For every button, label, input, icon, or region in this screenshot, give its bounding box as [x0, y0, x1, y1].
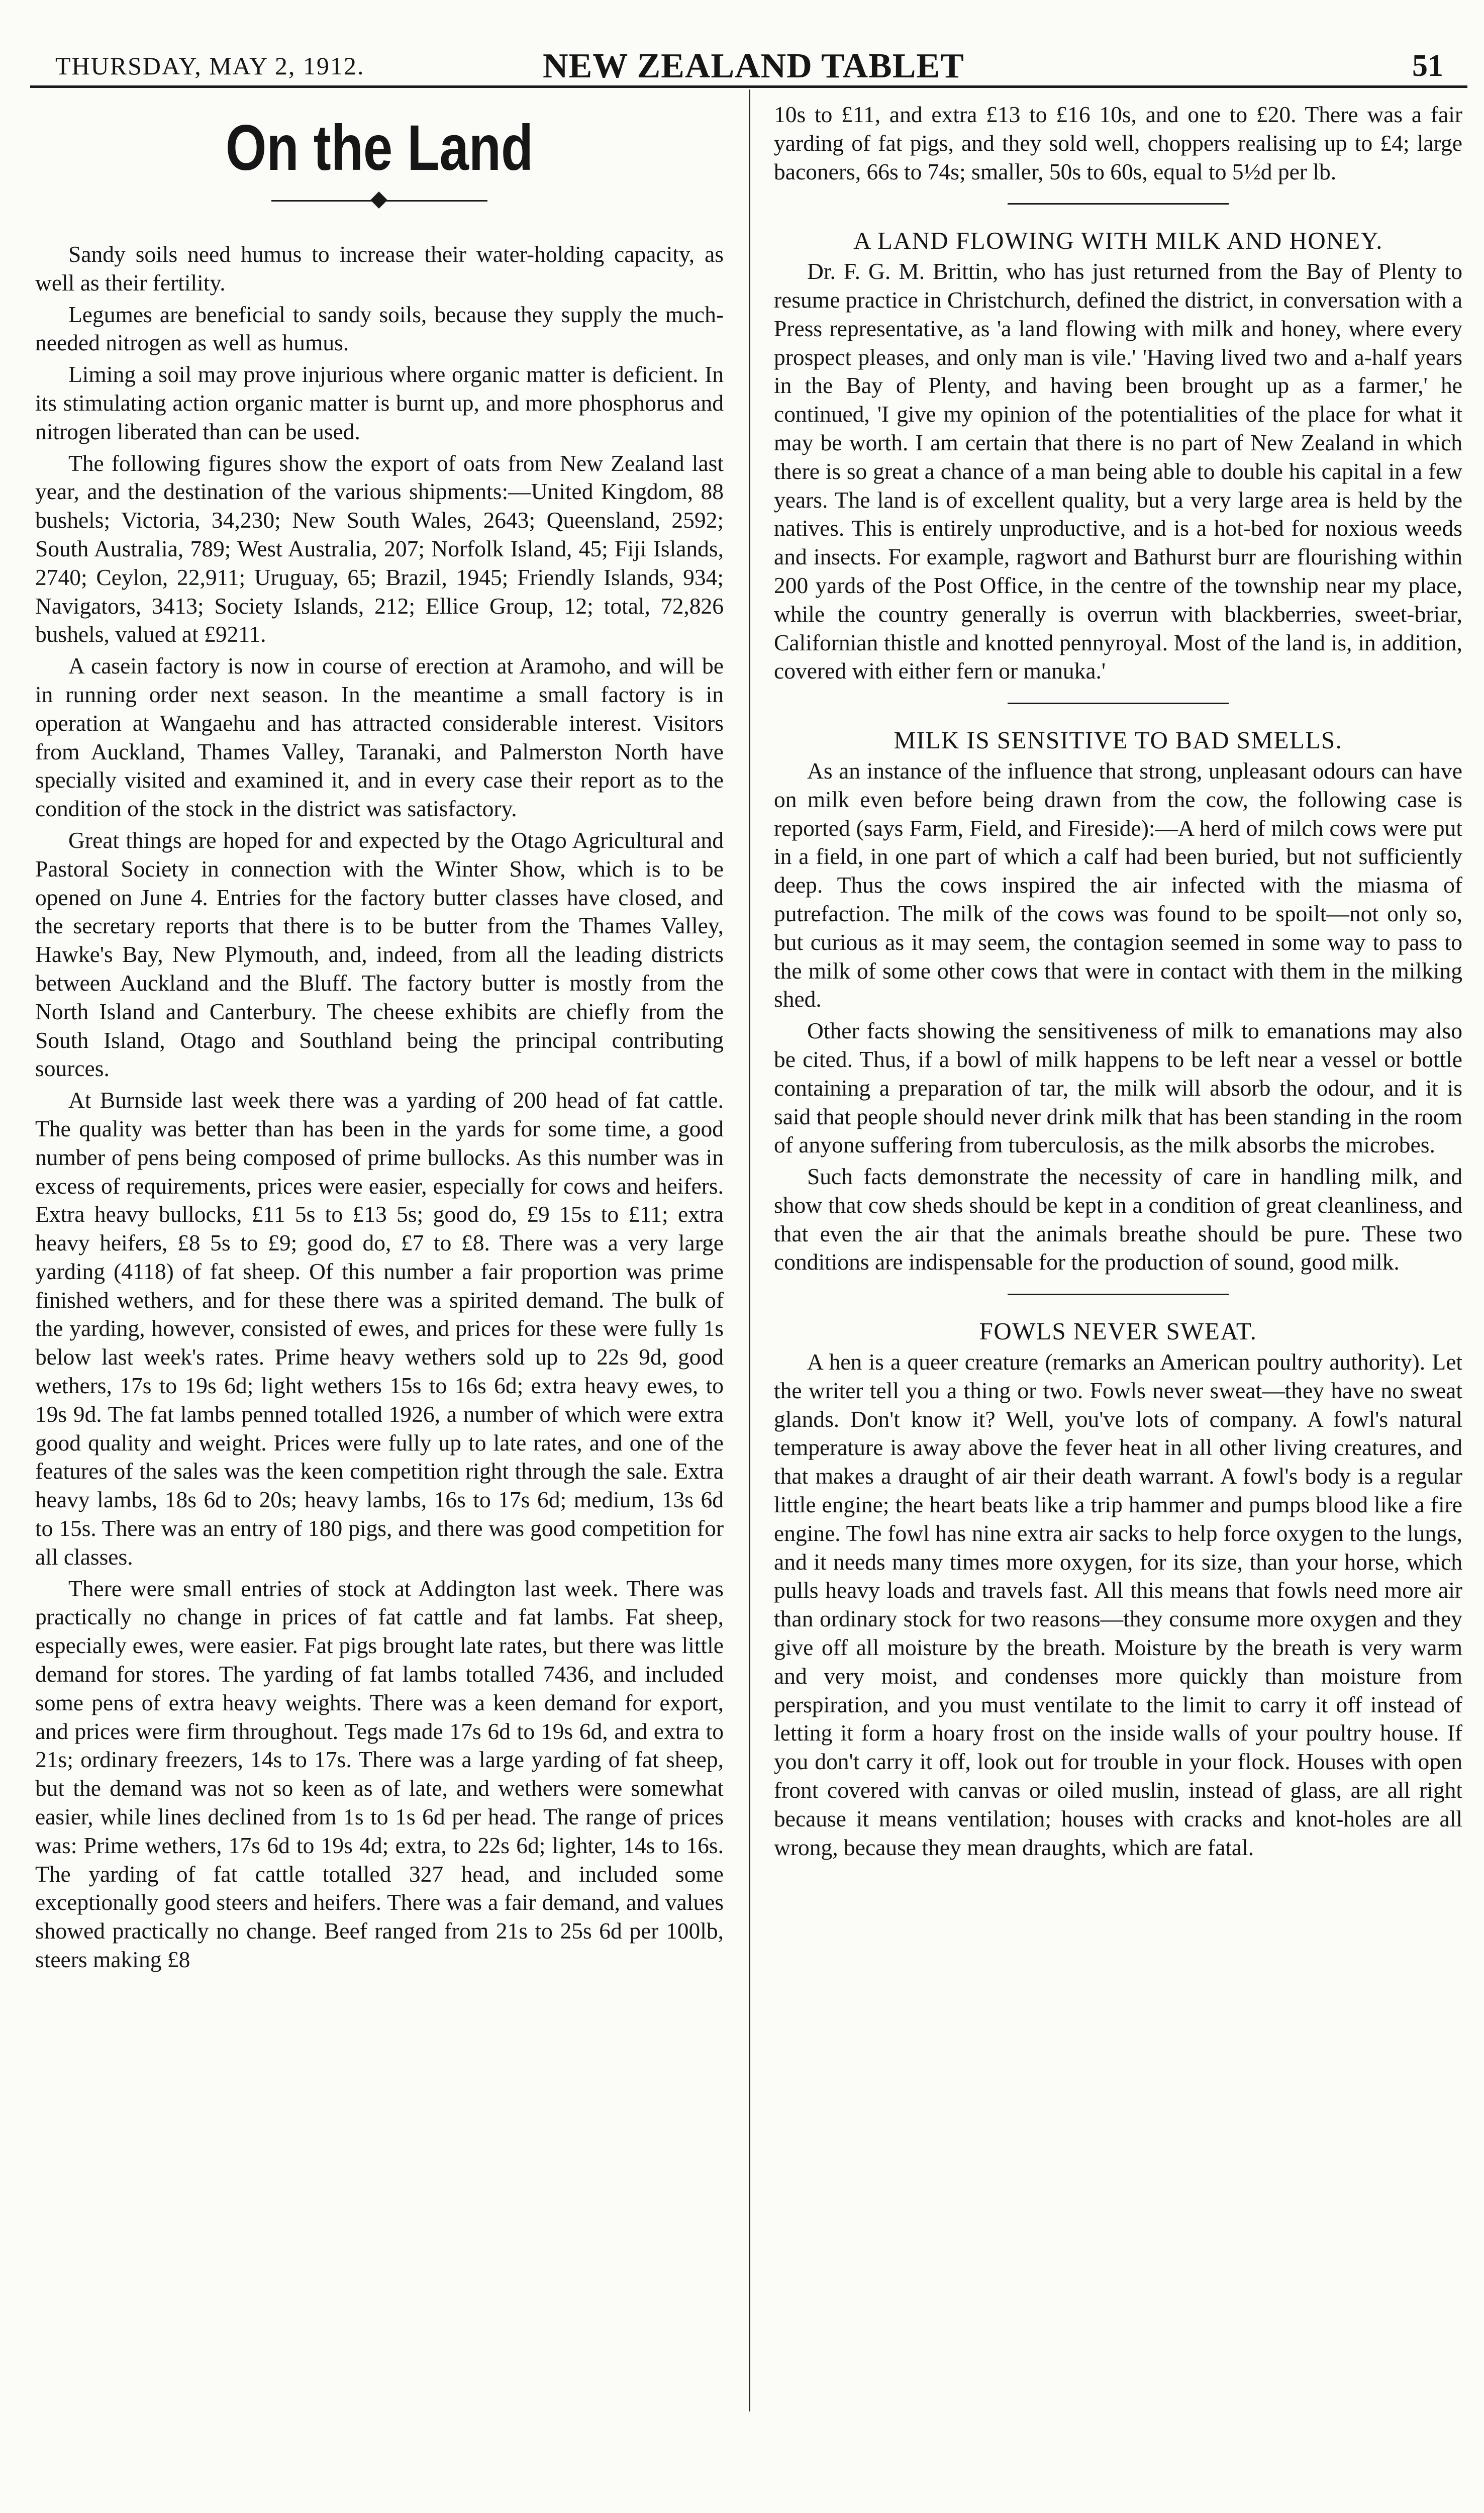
left-column [35, 101, 724, 1977]
article-heading: A LAND FLOWING WITH MILK AND HONEY. [853, 227, 1383, 255]
title-ornament [35, 186, 724, 221]
section-rule [1008, 703, 1229, 704]
section-rule [1008, 203, 1229, 205]
paragraph: A casein factory is now in course of erection at Aramoho, and will be in running order next season. In the meantime a small factory is in operation at Wangaehu and has attracted considerable interest. Visitors from Auckland, Thames Valley, Taranaki, and Palmerston North have specially visited and examined it, and in every case their report as to the condition of the stock in the district was satisfactory. [35, 653, 724, 822]
newspaper-title: NEW ZEALAND TABLET [543, 47, 964, 85]
article-heading: MILK IS SENSITIVE TO BAD SMELLS. [894, 726, 1343, 754]
masthead [30, 46, 1467, 85]
section-rule [1008, 1294, 1229, 1295]
paragraph: Great things are hoped for and expected by the Otago Agricultural and Pastoral Society in connection with the Winter Show, which is to be opened on June 4. Entries for the factory butter classes have closed, and the secretary reports that there is to be butter from the Thames Valley, Hawke's Bay, New Plymouth, and, indeed, from all the leading districts between Auckland and the Bluff. The factory butter is mostly from the North Island and Canterbury. The cheese exhibits are chiefly from the South Island, Otago and Southland being the principal contributing sources. [35, 827, 724, 1082]
issue-date: THURSDAY, MAY 2, 1912. [55, 52, 365, 80]
paragraph: Sandy soils need humus to increase their water-holding capacity, as well as their fertility. [35, 241, 724, 296]
column-divider [749, 89, 750, 2411]
article-heading: FOWLS NEVER SWEAT. [979, 1317, 1257, 1345]
right-column [774, 101, 1462, 1865]
paragraph: At Burnside last week there was a yarding of 200 head of fat cattle. The quality was better than has been in the yards for some time, a good number of pens being composed of prime bullocks. As this number was in excess of requirements, prices were easier, especially for cows and heifers. Extra heavy bullocks, £11 5s to £13 5s; good do, £9 15s to £11; extra heavy heifers, £8 5s to £9; good do, £7 to £8. There was a very large yarding (4118) of fat sheep. Of this number a fair proportion was prime finished wethers, and for these there was a spirited demand. The bulk of the yarding, however, consisted of ewes, and prices for these were fully 1s below last week's rates. Prime heavy wethers sold up to 22s 9d, good wethers, 17s to 19s 6d; light wethers 15s to 16s 6d; extra heavy ewes, to 19s 9d. The fat lambs penned totalled 1926, a number of which were extra good quality and weight. Prices were fully up to late rates, and one of the features of the sales was the keen competition right through the sale. Extra heavy lambs, 18s 6d to 20s; heavy lambs, 16s to 17s 6d; medium, 13s 6d to 15s. There was an entry of 180 pigs, and there was good competition for all classes. [35, 1087, 724, 1570]
page-number: 51 [1412, 49, 1443, 83]
paragraph: Legumes are beneficial to sandy soils, because they supply the much-needed nitrogen as well as humus. [35, 301, 724, 356]
paragraph: There were small entries of stock at Addington last week. There was practically no change in prices of fat cattle and fat lambs. Fat sheep, especially ewes, were easier. Fat pigs brought late rates, but there was little demand for stores. The yarding of fat lambs totalled 7436, and included some pens of extra heavy weights. There was a keen demand for export, and prices were firm throughout. Tegs made 17s 6d to 19s 6d, and extra to 21s; ordinary freezers, 14s to 17s. There was a large yarding of fat sheep, but the demand was not so keen as of late, and wethers were somewhat easier, while lines declined from 1s to 1s 6d per head. The range of prices was: Prime wethers, 17s 6d to 19s 4d; extra, to 22s 6d; lighter, 14s to 16s. The yarding of fat cattle totalled 327 head, and included some exceptionally good steers and heifers. There was a fair demand, and values showed practically no change. Beef ranged from 21s to 25s 6d per 100lb, steers making £8 [35, 1575, 724, 1973]
paragraph: As an instance of the influence that strong, unpleasant odours can have on milk even before being drawn from the cow, the following case is reported (says Farm, Field, and Fireside):—A herd of milch cows were put in a field, in one part of which a calf had been buried, but not sufficiently deep. Thus the cows inspired the air infected with the miasma of putrefaction. The milk of the cows was found to be spoilt—not only so, but curious as it may seem, the contagion seemed in some way to pass to the milk of some other cows that were in contact with them in the milking shed. [774, 757, 1462, 1012]
section-title: On the Land [225, 112, 534, 184]
paragraph: Other facts showing the sensitiveness of milk to emanations may also be cited. Thus, if a bowl of milk happens to be left near a vessel or bottle containing a preparation of tar, the milk will absorb the odour, and it is said that people should never drink milk that has been standing in the room of anyone suffering from tuberculosis, as the milk absorbs the microbes. [774, 1018, 1462, 1158]
paragraph: Liming a soil may prove injurious where organic matter is deficient. In its stimulating action organic matter is burnt up, and more phosphorus and nitrogen liberated than can be used. [35, 361, 724, 444]
paragraph: A hen is a queer creature (remarks an American poultry authority). Let the writer tell you a thing or two. Fowls never sweat—they have no sweat glands. Don't know it? Well, you've lots of company. A fowl's natural temperature is away above the fever heat in all other living creatures, and that makes a draught of air their death warrant. A fowl's body is a regular little engine; the heart beats like a trip hammer and pumps blood like a fire engine. The fowl has nine extra air sacks to help force oxygen to the lungs, and it needs many times more oxygen, for its size, than your horse, which pulls heavy loads and travels fast. All this means that fowls need more air than ordinary stock for two reasons—they consume more oxygen and they give off all moisture by the breath. Moisture by the breath is very warm and very moist, and condenses more quickly than moisture from perspiration, and you must ventilate to the limit to carry it off instead of letting it form a hoary frost on the inside walls of your poultry house. If you don't carry it off, look out for trouble in your flock. Houses with open front covered with canvas or oiled muslin, instead of glass, are all right because it means ventilation; houses with cracks and knot-holes are all wrong, because they mean draughts, which are fatal. [774, 1349, 1462, 1860]
paragraph: Such facts demonstrate the necessity of care in handling milk, and show that cow sheds should be kept in a condition of great cleanliness, and that even the air that the animals breathe should be pure. These two conditions are indispensable for the production of sound, good milk. [774, 1164, 1462, 1275]
paragraph: The following figures show the export of oats from New Zealand last year, and the destination of the various shipments:—United Kingdom, 88 bushels; Victoria, 34,230; New South Wales, 2643; Queensland, 2592; South Australia, 789; West Australia, 207; Norfolk Island, 45; Fiji Islands, 2740; Ceylon, 22,911; Uruguay, 65; Brazil, 1945; Friendly Islands, 934; Navigators, 3413; Society Islands, 212; Ellice Group, 12; total, 72,826 bushels, valued at £9211. [35, 450, 724, 647]
header-rule [30, 85, 1467, 88]
paragraph: Dr. F. G. M. Brittin, who has just returned from the Bay of Plenty to resume practice in Christchurch, defined the district, in conversation with a Press representative, as 'a land flowing with milk and honey, where every prospect pleases, and only man is vile.' 'Having lived two and a-half years in the Bay of Plenty, and having been brought up as a farmer,' he continued, 'I give my opinion of the potentialities of the place for what it may be worth. I am certain that there is no part of New Zealand in which there is so great a chance of a man being able to double his capital in a few years. The land is of excellent quality, but a very large area is held by the natives. This is entirely unproductive, and is a hot-bed for noxious weeds and insects. For example, ragwort and Bathurst burr are flourishing within 200 yards of the Post Office, in the centre of the township near my place, while the country generally is overrun with blackberries, sweet-briar, Californian thistle and knotted pennyroyal. Most of the land is, in addition, covered with either fern or manuka.' [774, 258, 1462, 684]
continued-paragraph: 10s to £11, and extra £13 to £16 10s, and one to £20. There was a fair yarding of fat pigs, and they sold well, choppers realising up to £4; large baconers, 66s to 74s; smaller, 50s to 60s, equal to 5½d per lb. [774, 102, 1462, 184]
diamond-icon [370, 191, 387, 209]
